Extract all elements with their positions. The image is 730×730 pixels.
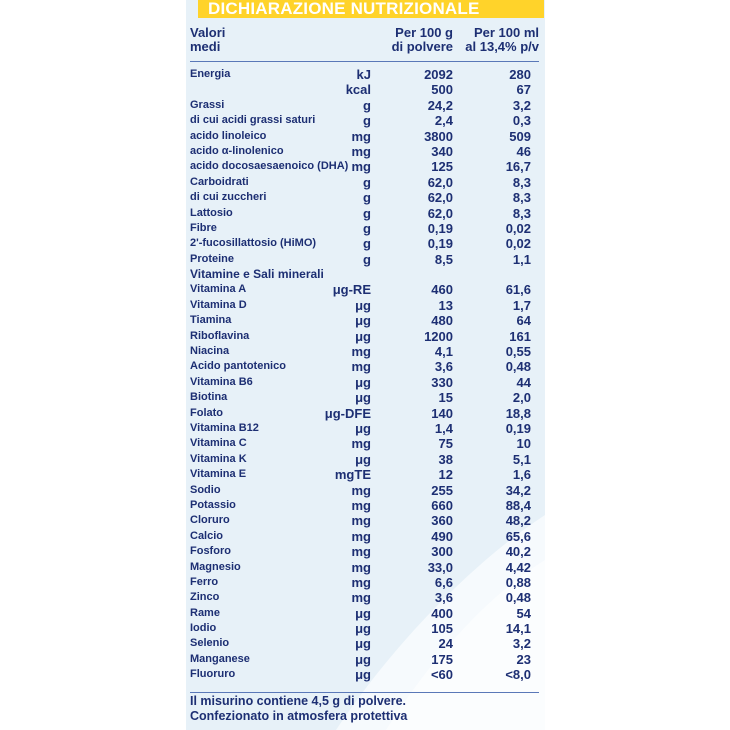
nutrient-unit: μg [355,374,371,390]
value-per-100g: 480 [431,313,453,329]
value-per-100g: 0,19 [427,220,453,236]
value-per-100ml: 61,6 [505,282,531,298]
nutrient-name: acido α-linolenico [190,144,284,157]
nutrient-unit: g [363,220,371,236]
table-row [186,529,545,544]
nutrient-name: Manganese [190,652,250,665]
value-per-100ml: 280 [509,67,531,82]
value-per-100ml: 23 [516,651,531,667]
nutrient-name: Fibre [190,221,217,234]
value-per-100ml: 64 [516,313,531,329]
nutrient-name: di cui acidi grassi saturi [190,114,316,127]
value-per-100ml: 10 [516,436,531,452]
nutrient-unit: μg [355,420,371,436]
panel-title: DICHIARAZIONE NUTRIZIONALE [198,0,544,18]
value-per-100g: 3800 [424,128,453,144]
nutrient-unit: μg [355,313,371,329]
nutrient-unit: mg [351,128,371,144]
table-row [186,652,545,667]
value-per-100ml: 88,4 [505,497,531,513]
nutrient-name: Vitamina C [190,437,247,450]
value-per-100g: 460 [431,282,453,298]
nutrient-name: Folato [190,406,223,419]
value-per-100ml: 0,02 [505,236,531,252]
nutrient-unit: g [363,205,371,221]
table-row [186,498,545,513]
nutrient-name: Sodio [190,483,221,496]
nutrient-unit: mg [351,344,371,360]
value-per-100g: 3,6 [434,590,453,606]
value-per-100g: 1200 [424,328,453,344]
value-per-100ml: 48,2 [505,513,531,529]
table-row [186,190,545,205]
value-per-100ml: 16,7 [505,159,531,175]
value-per-100g: 105 [431,621,453,637]
footer-line-2: Confezionato in atmosfera protettiva [190,709,408,723]
value-per-100ml: 18,8 [505,405,531,421]
table-row [186,667,545,682]
nutrition-panel [186,0,545,730]
table-row [186,129,545,144]
table-row [186,467,545,482]
nutrient-name: Biotina [190,391,228,404]
nutrient-name: Selenio [190,637,230,650]
section-heading-row [186,267,545,282]
value-per-100ml: 4,42 [505,559,531,575]
nutrient-name: Vitamina B6 [190,375,253,388]
value-per-100g: 0,19 [427,236,453,252]
value-per-100g: 8,5 [434,251,453,267]
nutrient-unit: mg [351,497,371,513]
nutrient-unit: μg-RE [332,282,371,298]
value-per-100g: 490 [431,528,453,544]
value-per-100ml: 8,3 [512,190,531,206]
value-per-100g: 15 [438,390,453,406]
table-row [186,436,545,451]
value-per-100g: 300 [431,544,453,560]
nutrient-unit: mg [351,528,371,544]
value-per-100g: 2,4 [434,113,453,129]
value-per-100ml: 8,3 [512,174,531,190]
nutrient-unit: μg [355,605,371,621]
table-row [186,560,545,575]
table-row [186,590,545,605]
nutrient-name: Niacina [190,345,230,358]
nutrient-name: Magnesio [190,560,241,573]
table-row [186,144,545,159]
nutrient-name: Fosforo [190,545,231,558]
nutrient-unit: μg [355,651,371,667]
table-row [186,98,545,113]
table-row [186,621,545,636]
footer-divider [190,692,539,693]
nutrient-name: Rame [190,606,220,619]
table-row [186,313,545,328]
nutrient-unit: μg [355,390,371,406]
value-per-100g: 660 [431,497,453,513]
nutrient-unit: μg [355,667,371,683]
value-per-100ml: 0,48 [505,359,531,375]
nutrient-name: di cui zuccheri [190,191,267,204]
value-per-100g: 175 [431,651,453,667]
table-row [186,544,545,559]
value-per-100g: 24 [438,636,453,652]
value-per-100ml: 0,3 [512,113,531,129]
value-per-100g: 24,2 [427,97,453,113]
nutrient-name: Vitamina B12 [190,421,259,434]
value-per-100g: 500 [431,82,453,98]
nutrient-unit: μg [355,328,371,344]
value-per-100g: 4,1 [434,344,453,360]
value-per-100ml: 1,6 [512,467,531,483]
nutrient-name: Vitamina K [190,452,247,465]
column-label-line1: Valori [190,25,226,40]
nutrient-unit: g [363,190,371,206]
nutrient-name: Iodio [190,622,217,635]
column-header-label [190,26,225,54]
table-row [186,406,545,421]
nutrient-name: Lattosio [190,206,233,219]
table-row [186,175,545,190]
value-per-100ml: 44 [516,374,531,390]
value-per-100ml: 3,2 [512,636,531,652]
nutrient-unit: μg [355,636,371,652]
value-per-100g: 2092 [424,67,453,82]
value-per-100g: 62,0 [427,174,453,190]
table-row [186,82,545,97]
value-per-100g: 62,0 [427,190,453,206]
column-per-100ml-line1: Per 100 ml [473,25,539,40]
table-row [186,359,545,374]
value-per-100g: 75 [438,436,453,452]
table-row [186,221,545,236]
table-row [186,513,545,528]
nutrient-name: Potassio [190,498,236,511]
value-per-100ml: 509 [509,128,531,144]
table-row [186,575,545,590]
nutrient-unit: μg [355,621,371,637]
value-per-100g: 6,6 [434,574,453,590]
column-header-per-100ml [465,26,539,54]
value-per-100ml: 0,88 [505,574,531,590]
table-row [186,329,545,344]
value-per-100g: 33,0 [427,559,453,575]
nutrient-name: Energia [190,68,231,80]
column-per-100g-line1: Per 100 g [395,25,453,40]
nutrient-name: Vitamina E [190,468,247,481]
nutrient-name: Vitamine e Sali minerali [190,267,324,282]
nutrient-name: 2'-fucosillattosio (HiMO) [190,237,317,250]
value-per-100ml: 161 [509,328,531,344]
nutrient-name: Acido pantotenico [190,360,286,373]
table-row [186,298,545,313]
nutrient-unit: kcal [345,82,371,98]
column-per-100ml-line2: al 13,4% p/v [465,39,539,54]
value-per-100ml: 1,7 [512,297,531,313]
nutrient-unit: mg [351,559,371,575]
value-per-100ml: 0,19 [505,420,531,436]
value-per-100ml: 5,1 [512,451,531,467]
table-row [186,282,545,297]
nutrient-name: Grassi [190,98,225,111]
value-per-100g: 125 [431,159,453,175]
value-per-100ml: 67 [516,82,531,98]
nutrient-unit: mg [351,143,371,159]
nutrient-name: Fluoruro [190,668,236,681]
table-row [186,390,545,405]
value-per-100ml: <8,0 [505,667,531,683]
nutrient-unit: g [363,113,371,129]
table-row [186,483,545,498]
footer-note [190,694,540,724]
nutrient-unit: g [363,97,371,113]
table-row [186,206,545,221]
value-per-100ml: 40,2 [505,544,531,560]
table-row [186,236,545,251]
nutrient-name: Proteine [190,252,235,265]
value-per-100ml: 34,2 [505,482,531,498]
nutrient-name: acido linoleico [190,129,267,142]
nutrient-unit: mg [351,590,371,606]
nutrient-unit: kJ [356,67,371,82]
value-per-100ml: 54 [516,605,531,621]
value-per-100g: 360 [431,513,453,529]
nutrient-unit: g [363,251,371,267]
nutrient-name: acido docosaesaenoico (DHA) [190,160,349,173]
value-per-100g: 3,6 [434,359,453,375]
value-per-100g: <60 [430,667,453,683]
nutrient-name: Vitamina A [190,283,247,296]
table-row [186,113,545,128]
nutrient-unit: g [363,174,371,190]
table-row [186,159,545,174]
value-per-100ml: 8,3 [512,205,531,221]
value-per-100g: 13 [438,297,453,313]
nutrient-name: Calcio [190,529,224,542]
nutrient-unit: μg-DFE [324,405,371,421]
footer-line-1: Il misurino contiene 4,5 g di polvere. [190,694,407,708]
nutrient-name: Riboflavina [190,329,250,342]
value-per-100g: 400 [431,605,453,621]
value-per-100ml: 2,0 [512,390,531,406]
nutrient-unit: mg [351,544,371,560]
table-row [186,606,545,621]
nutrient-unit: mg [351,513,371,529]
value-per-100ml: 46 [516,143,531,159]
table-row [186,636,545,651]
nutrient-unit: mg [351,159,371,175]
nutrient-unit: μg [355,451,371,467]
value-per-100ml: 3,2 [512,97,531,113]
table-row [186,252,545,267]
table-row [186,452,545,467]
nutrient-unit: mg [351,436,371,452]
value-per-100g: 140 [431,405,453,421]
value-per-100g: 62,0 [427,205,453,221]
value-per-100ml: 0,48 [505,590,531,606]
nutrient-unit: mg [351,574,371,590]
nutrient-name: Cloruro [190,514,230,527]
table-row [186,421,545,436]
table-row [186,344,545,359]
value-per-100g: 38 [438,451,453,467]
table-row [186,375,545,390]
column-header-per-100g [392,26,453,54]
nutrient-unit: g [363,236,371,252]
value-per-100g: 1,4 [434,420,453,436]
value-per-100ml: 0,02 [505,220,531,236]
table-row [186,67,545,82]
nutrient-name: Carboidrati [190,175,249,188]
value-per-100g: 12 [438,467,453,483]
column-label-line2: medi [190,39,221,54]
header-divider [190,61,539,62]
nutrient-unit: μg [355,297,371,313]
nutrition-table [186,67,545,683]
value-per-100g: 255 [431,482,453,498]
column-per-100g-line2: di polvere [391,39,453,54]
nutrient-unit: mg [351,482,371,498]
nutrient-name: Ferro [190,575,219,588]
nutrient-unit: mgTE [334,467,371,483]
nutrient-unit: mg [351,359,371,375]
nutrient-name: Zinco [190,591,220,604]
value-per-100ml: 65,6 [505,528,531,544]
value-per-100ml: 1,1 [512,251,531,267]
nutrient-name: Tiamina [190,314,232,327]
value-per-100g: 330 [431,374,453,390]
value-per-100g: 340 [431,143,453,159]
nutrient-name: Vitamina D [190,298,247,311]
value-per-100ml: 0,55 [505,344,531,360]
value-per-100ml: 14,1 [505,621,531,637]
